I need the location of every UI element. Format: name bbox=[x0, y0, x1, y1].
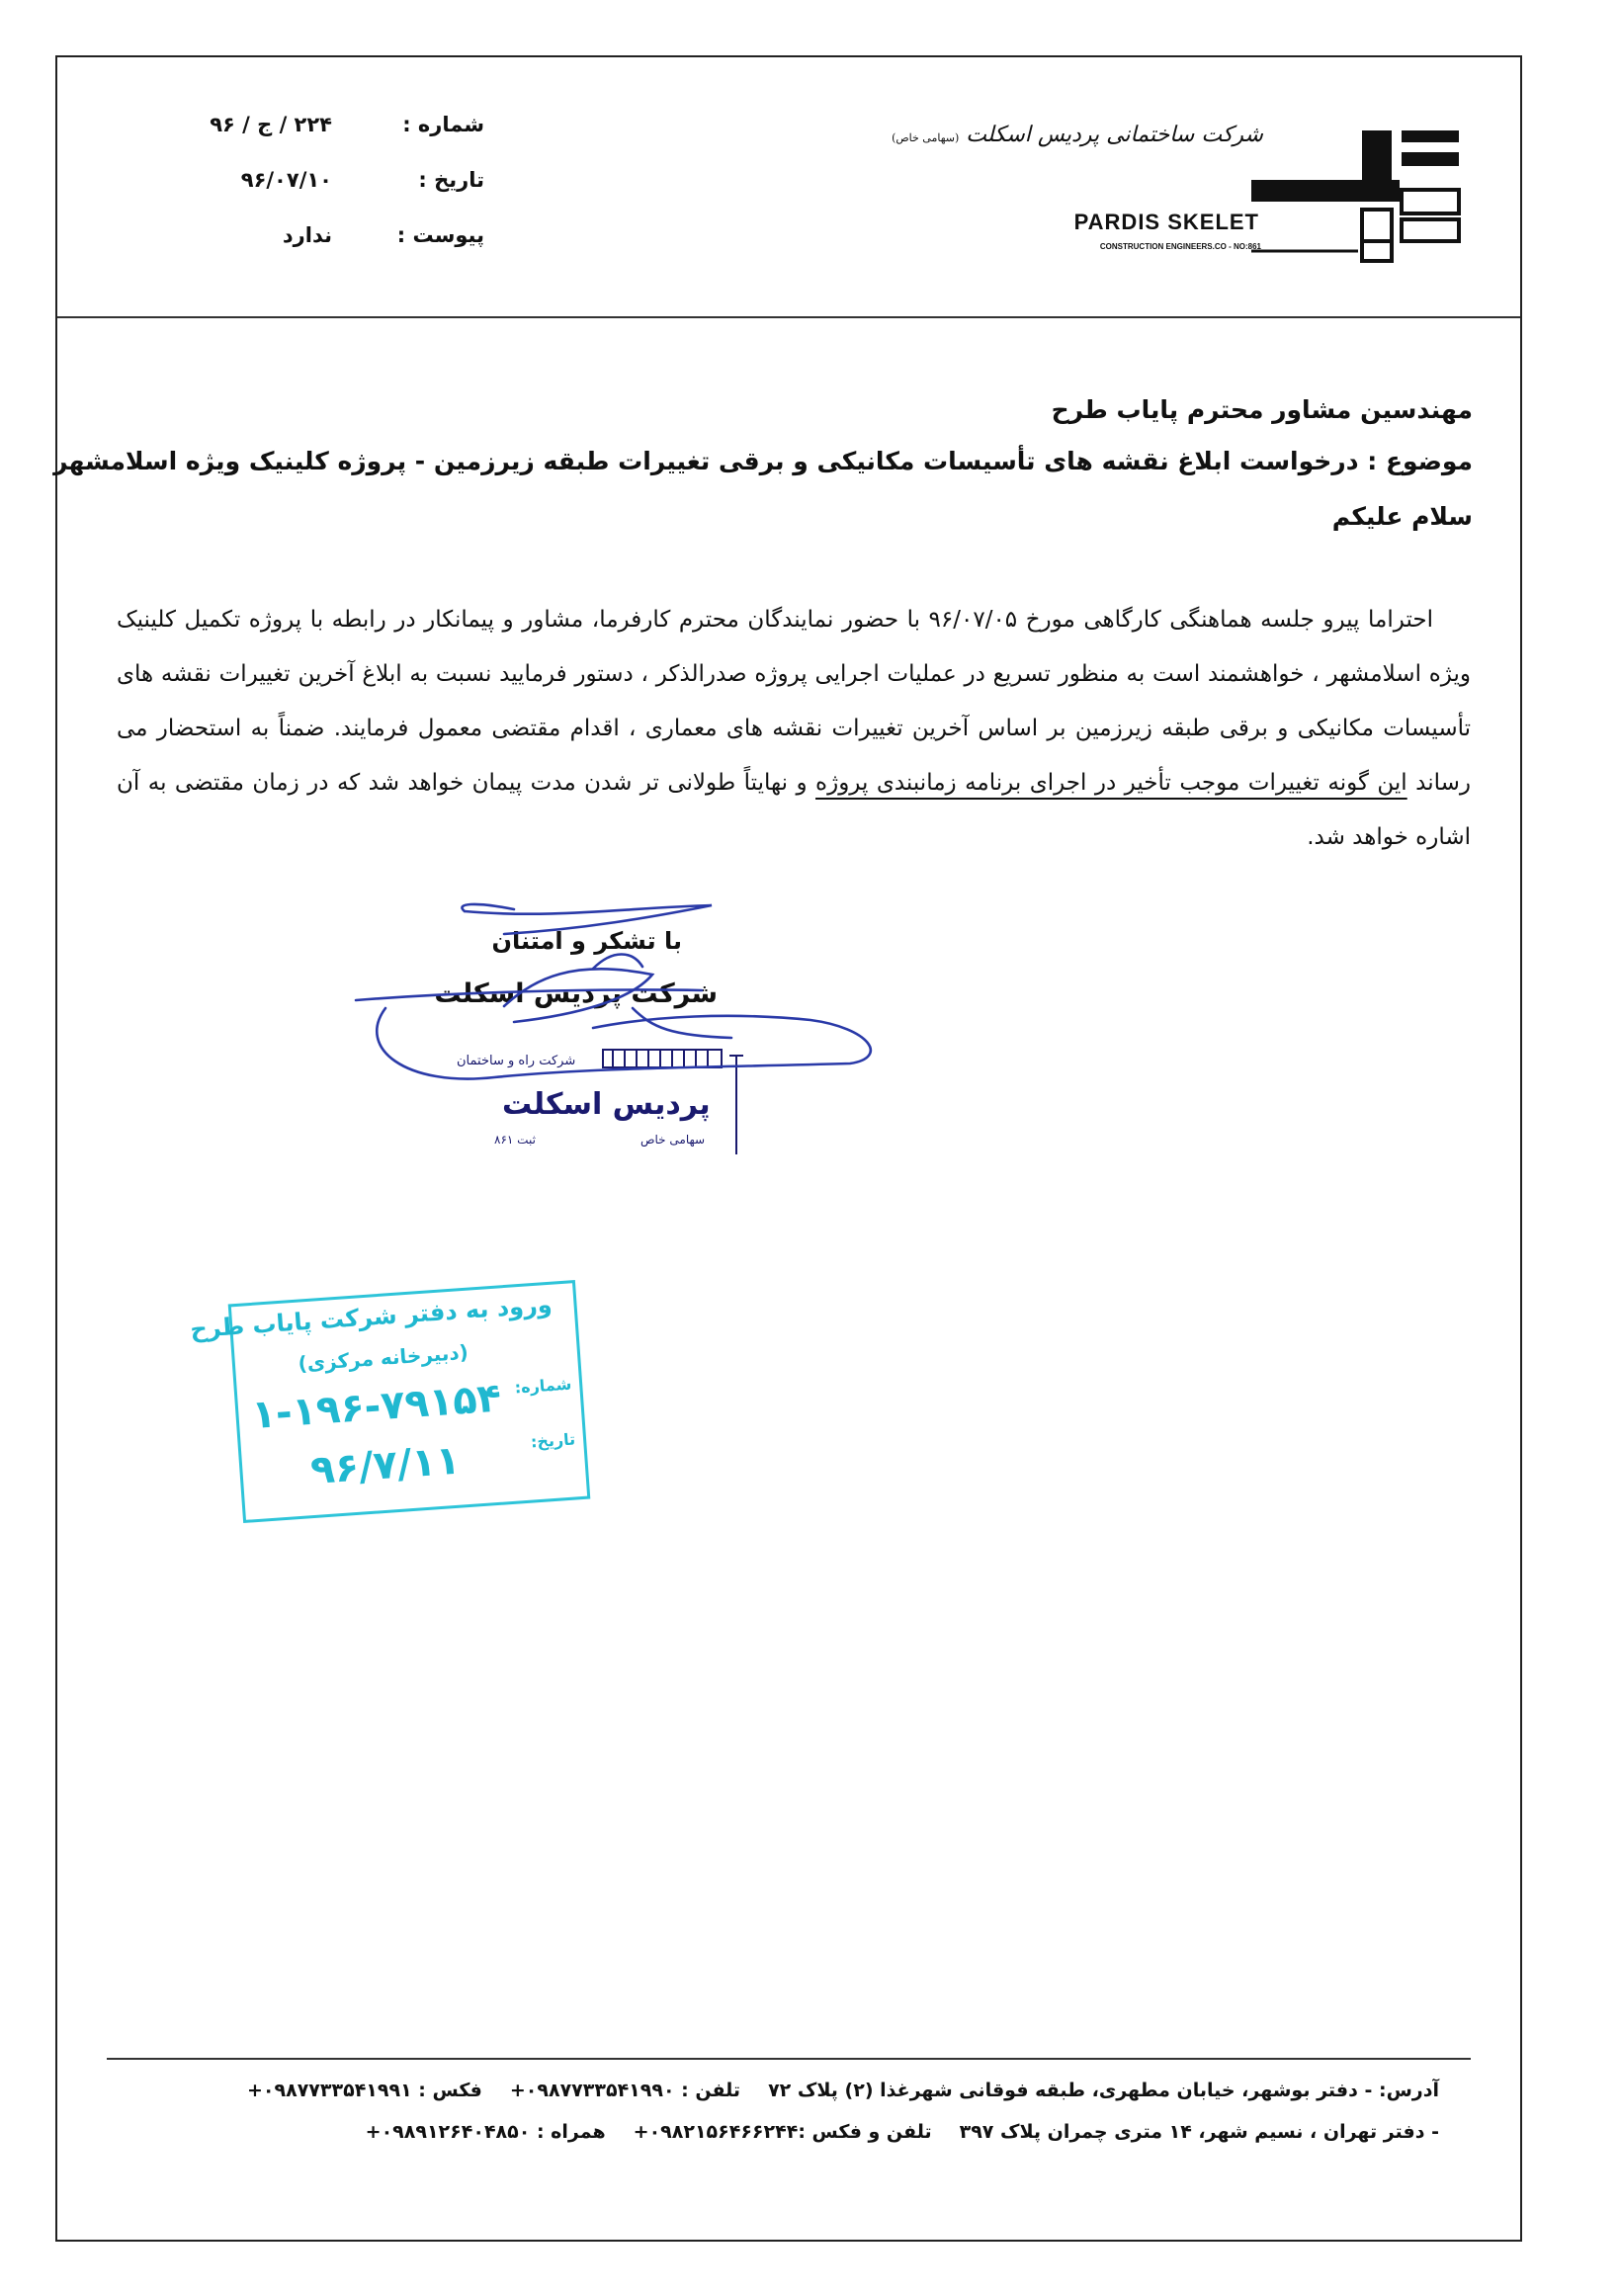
stamp-number-label: شماره: bbox=[514, 1374, 572, 1398]
brand-name-en-sub: CONSTRUCTION ENGINEERS.CO - NO:861 bbox=[1099, 242, 1261, 251]
company-logo bbox=[892, 103, 1469, 271]
incoming-stamp bbox=[189, 1280, 591, 1523]
letter-number-label: شماره : bbox=[402, 113, 484, 136]
seal-line4: ثبت ۸۶۱ bbox=[494, 1133, 536, 1147]
seal-line3: سهامی خاص bbox=[640, 1133, 706, 1147]
stamp-number-value: ۱-۱۹۶-۷۹۱۵۴ bbox=[250, 1375, 503, 1439]
brand-name-en: PARDIS SKELET bbox=[1073, 210, 1259, 234]
recipient: مهندسین مشاور محترم پایاب طرح bbox=[1051, 395, 1473, 424]
footer-phone-fax-tehran: تلفن و فکس :۰۹۸۲۱۵۶۴۶۶۲۴۴+ bbox=[633, 2121, 932, 2143]
brand-name-fa-text: شرکت ساختمانی پردیس اسکلت bbox=[966, 123, 1263, 147]
subject: موضوع : درخواست ابلاغ نقشه های تأسیسات مکانیکی و برقی تغییرات طبقه زیرزمین - پروژه کلینیک ویژه اسلامشهر bbox=[53, 447, 1473, 475]
seal-line2: پردیس اسکلت bbox=[502, 1087, 711, 1122]
brand-name-fa-sub: (سهامی خاص) bbox=[892, 131, 960, 144]
footer-line1 bbox=[148, 2080, 1439, 2101]
page-border bbox=[55, 55, 1522, 2242]
letter-date-label: تاریخ : bbox=[418, 168, 484, 192]
letter-number-value: ۲۲۴ / ج / ۹۶ bbox=[210, 113, 332, 136]
stamp-date-label: تاریخ: bbox=[530, 1429, 576, 1452]
stamp-date-value: ۹۶/۷/۱۱ bbox=[308, 1437, 462, 1494]
stamp-subtitle: (دبیرخانه مرکزی) bbox=[297, 1339, 469, 1376]
footer-phone-bushehr: تلفن : ۰۹۸۷۷۳۳۵۴۱۹۹۰+ bbox=[509, 2080, 741, 2101]
footer-fax-bushehr: فکس : ۰۹۸۷۷۳۳۵۴۱۹۹۱+ bbox=[247, 2080, 482, 2101]
header-divider bbox=[57, 316, 1520, 318]
body-paragraph bbox=[117, 593, 1471, 865]
attachment-value: ندارد bbox=[282, 223, 332, 247]
body-text-underlined: این گونه تغییرات موجب تأخیر در اجرای برنامه زمانبندی پروژه bbox=[815, 770, 1407, 796]
stamp-title: ورود به دفتر شرکت پایاب طرح bbox=[189, 1290, 554, 1344]
attachment-label: پیوست : bbox=[396, 223, 484, 247]
footer-address-tehran: - دفتر تهران ، نسیم شهر، ۱۴ متری چمران پلاک ۳۹۷ bbox=[959, 2121, 1439, 2143]
seal-line1: شرکت راه و ساختمان bbox=[457, 1054, 576, 1068]
attachment-row bbox=[168, 208, 484, 263]
handwritten-signature bbox=[336, 890, 890, 1127]
letter-date-value: ۹۶/۰۷/۱۰ bbox=[240, 168, 332, 192]
letter-date-row bbox=[168, 152, 484, 208]
footer-line2 bbox=[148, 2121, 1439, 2143]
letter-number-row bbox=[168, 97, 484, 152]
body-text-part1: احتراما پیرو جلسه هماهنگی کارگاهی مورخ ۹۶/۰۷/۰۵ با حضور نمایندگان محترم کارفرما، مشاور و پیمانکار در رابطه با پروژه تکمیل کلینیک ویژه اسلامشهر ، خواهشمند است به منظور تسریع در عملیات اجرایی پروژه صدرالذکر ، دستور فرمایید نسبت به ابلاغ آخرین تغییرات نقشه های تأسیسات مکانیکی و برقی طبقه زیرزمین بر اساس آخرین تغییرات نقشه های معماری ، اقدام مقتضی معمول فرمایند. ضمناً به استحضار می رساند bbox=[117, 607, 1471, 796]
footer-divider bbox=[107, 2058, 1471, 2060]
greeting: سلام علیکم bbox=[1331, 502, 1473, 531]
body-text-part2: و نهایتاً طولانی تر شدن مدت پیمان خواهد شد که در زمان مقتضی به آن اشاره خواهد شد. bbox=[117, 770, 1471, 850]
footer-address-bushehr: آدرس: - دفتر بوشهر، خیابان مطهری، طبقه فوقانی شهرغذا (۲) پلاک ۷۲ bbox=[768, 2080, 1439, 2101]
footer-mobile: همراه : ۰۹۸۹۱۲۶۴۰۴۸۵۰+ bbox=[365, 2121, 606, 2143]
brand-name-fa bbox=[892, 123, 1263, 147]
letter-body bbox=[117, 593, 1471, 865]
closing-thanks: با تشکر و امتنان bbox=[491, 927, 682, 955]
company-signature-name: شرکت پردیس اسکلت bbox=[434, 978, 718, 1009]
letter-meta bbox=[168, 97, 484, 263]
